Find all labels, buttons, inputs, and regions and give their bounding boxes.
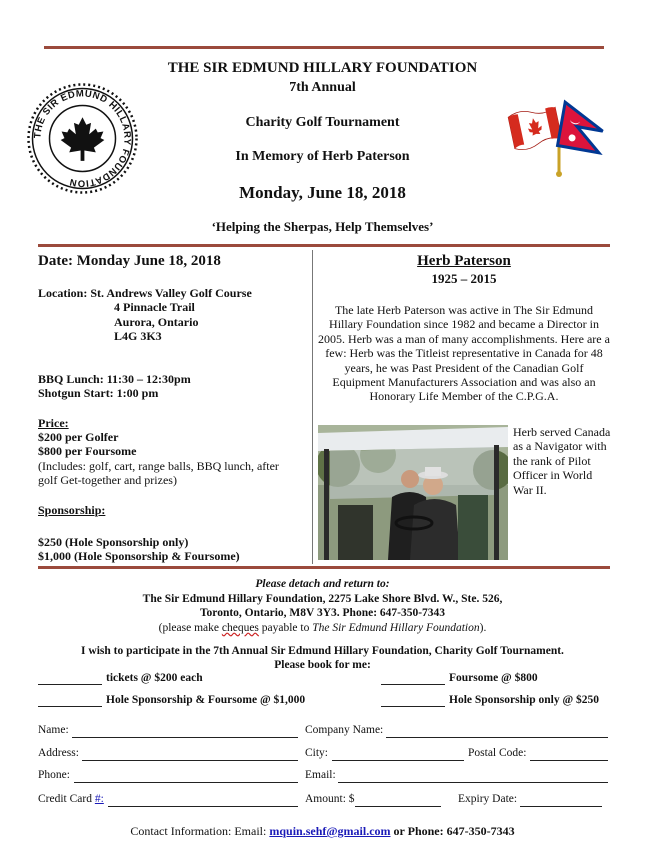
phone-label: Phone: bbox=[38, 769, 70, 781]
credit-card-hash: #: bbox=[94, 793, 104, 805]
cheque-word: cheques bbox=[221, 622, 259, 634]
maple-leaf-icon bbox=[61, 117, 105, 161]
bio-name: Herb Paterson bbox=[417, 253, 511, 269]
book-prompt: Please book for me: bbox=[274, 659, 371, 671]
bbq-time: BBQ Lunch: 11:30 – 12:30pm bbox=[38, 372, 191, 386]
city-label: City: bbox=[305, 747, 329, 759]
address-line-1: 4 Pinnacle Trail bbox=[114, 300, 195, 314]
address-line-2: Aurora, Ontario bbox=[114, 315, 199, 329]
tickets-quantity-field[interactable] bbox=[38, 684, 102, 685]
amount-field[interactable] bbox=[355, 806, 441, 807]
tickets-option-label: tickets @ $200 each bbox=[106, 672, 203, 684]
bio-service-text: Herb served Canada as a Navigator with the rank of Pilot Officer in World War II. bbox=[513, 425, 611, 497]
shotgun-time: Shotgun Start: 1:00 pm bbox=[38, 386, 159, 400]
email-field[interactable] bbox=[338, 782, 608, 783]
location-label: Location: St. Andrews Valley Golf Course bbox=[38, 286, 252, 300]
cheque-note bbox=[0, 622, 645, 634]
golf-cart-photo bbox=[318, 425, 508, 560]
hole-foursome-quantity-field[interactable] bbox=[38, 706, 102, 707]
return-address-2: Toronto, Ontario, M8V 3Y3. Phone: 647-350-7343 bbox=[199, 607, 446, 619]
price-includes-2: golf Get-together and prizes) bbox=[38, 473, 177, 487]
price-heading: Price: bbox=[38, 416, 69, 430]
company-field[interactable] bbox=[386, 737, 608, 738]
expiry-field[interactable] bbox=[520, 806, 602, 807]
slogan: ‘Helping the Sherpas, Help Themselves’ bbox=[211, 219, 434, 234]
sponsorship-heading: Sponsorship: bbox=[38, 503, 106, 517]
top-rule bbox=[44, 46, 604, 49]
foursome-option-label: Foursome @ $800 bbox=[449, 672, 538, 684]
credit-card-field[interactable] bbox=[108, 806, 298, 807]
memory-line: In Memory of Herb Paterson bbox=[235, 149, 410, 164]
details-date: Date: Monday June 18, 2018 bbox=[38, 253, 221, 269]
org-title: THE SIR EDMUND HILLARY FOUNDATION bbox=[167, 60, 478, 76]
hole-only-quantity-field[interactable] bbox=[381, 706, 445, 707]
price-foursome: $800 per Foursome bbox=[38, 444, 137, 458]
logo-ring-text: THE SIR EDMUND HILLARY FOUNDATION bbox=[32, 88, 133, 189]
header-divider bbox=[38, 244, 610, 247]
email-label: Email: bbox=[305, 769, 336, 781]
name-field[interactable] bbox=[72, 737, 298, 738]
company-label: Company Name: bbox=[305, 724, 384, 736]
contact-info bbox=[0, 824, 645, 839]
address-line-3: L4G 3K3 bbox=[114, 329, 162, 343]
bio-text: The late Herb Paterson was active in The Sir Edmund Hillary Foundation since 1982 and became a Director in 2005. Herb was a man of many accomplishments. Here are a few: Herb was the Titleist representative in Canada for 48 years, he was Past President of the Canadian Golf Equipment Manufacturers Association and was also an Honorary Life Member of the C.P.G.A. bbox=[318, 303, 610, 404]
canada-nepal-flags-icon bbox=[507, 98, 611, 178]
name-label: Name: bbox=[38, 724, 69, 736]
credit-card-text: Credit Card bbox=[38, 793, 95, 805]
sponsor-option-2: $1,000 (Hole Sponsorship & Foursome) bbox=[38, 549, 240, 563]
contact-label: Contact Information: Email: bbox=[130, 824, 270, 838]
detach-divider bbox=[38, 566, 610, 569]
column-divider bbox=[312, 250, 313, 564]
address-field[interactable] bbox=[82, 760, 298, 761]
bio-years: 1925 – 2015 bbox=[431, 271, 497, 286]
cheque-note-mid: payable to bbox=[258, 622, 313, 634]
city-field[interactable] bbox=[332, 760, 464, 761]
edition-text: 7th Annual bbox=[289, 80, 356, 95]
hole-only-option-label: Hole Sponsorship only @ $250 bbox=[449, 694, 600, 706]
sponsor-option-1: $250 (Hole Sponsorship only) bbox=[38, 535, 189, 549]
cheque-note-pre: (please make bbox=[158, 622, 222, 634]
cheque-payee: The Sir Edmund Hillary Foundation bbox=[312, 622, 480, 634]
postal-code-label: Postal Code: bbox=[468, 747, 527, 759]
contact-email-link[interactable]: mquin.sehf@gmail.com bbox=[269, 824, 391, 838]
hole-foursome-option-label: Hole Sponsorship & Foursome @ $1,000 bbox=[106, 694, 306, 706]
amount-label: Amount: $ bbox=[305, 793, 355, 805]
return-address-1: The Sir Edmund Hillary Foundation, 2275 Lake Shore Blvd. W., Ste. 526, bbox=[142, 593, 503, 605]
event-title: Charity Golf Tournament bbox=[245, 115, 400, 130]
contact-phone: or Phone: 647-350-7343 bbox=[390, 824, 515, 838]
price-golfer: $200 per Golfer bbox=[38, 430, 119, 444]
credit-card-label bbox=[38, 793, 104, 805]
foundation-logo bbox=[26, 82, 139, 195]
foursome-quantity-field[interactable] bbox=[381, 684, 445, 685]
postal-code-field[interactable] bbox=[530, 760, 608, 761]
address-label: Address: bbox=[38, 747, 79, 759]
participation-intro: I wish to participate in the 7th Annual Sir Edmund Hillary Foundation, Charity Golf Tournament. bbox=[81, 645, 564, 657]
expiry-label: Expiry Date: bbox=[458, 793, 518, 805]
event-date: Monday, June 18, 2018 bbox=[239, 183, 406, 202]
cheque-note-post: ). bbox=[479, 622, 487, 634]
price-includes-1: (Includes: golf, cart, range balls, BBQ lunch, after bbox=[38, 459, 279, 473]
phone-field[interactable] bbox=[74, 782, 298, 783]
return-heading: Please detach and return to: bbox=[255, 578, 390, 590]
